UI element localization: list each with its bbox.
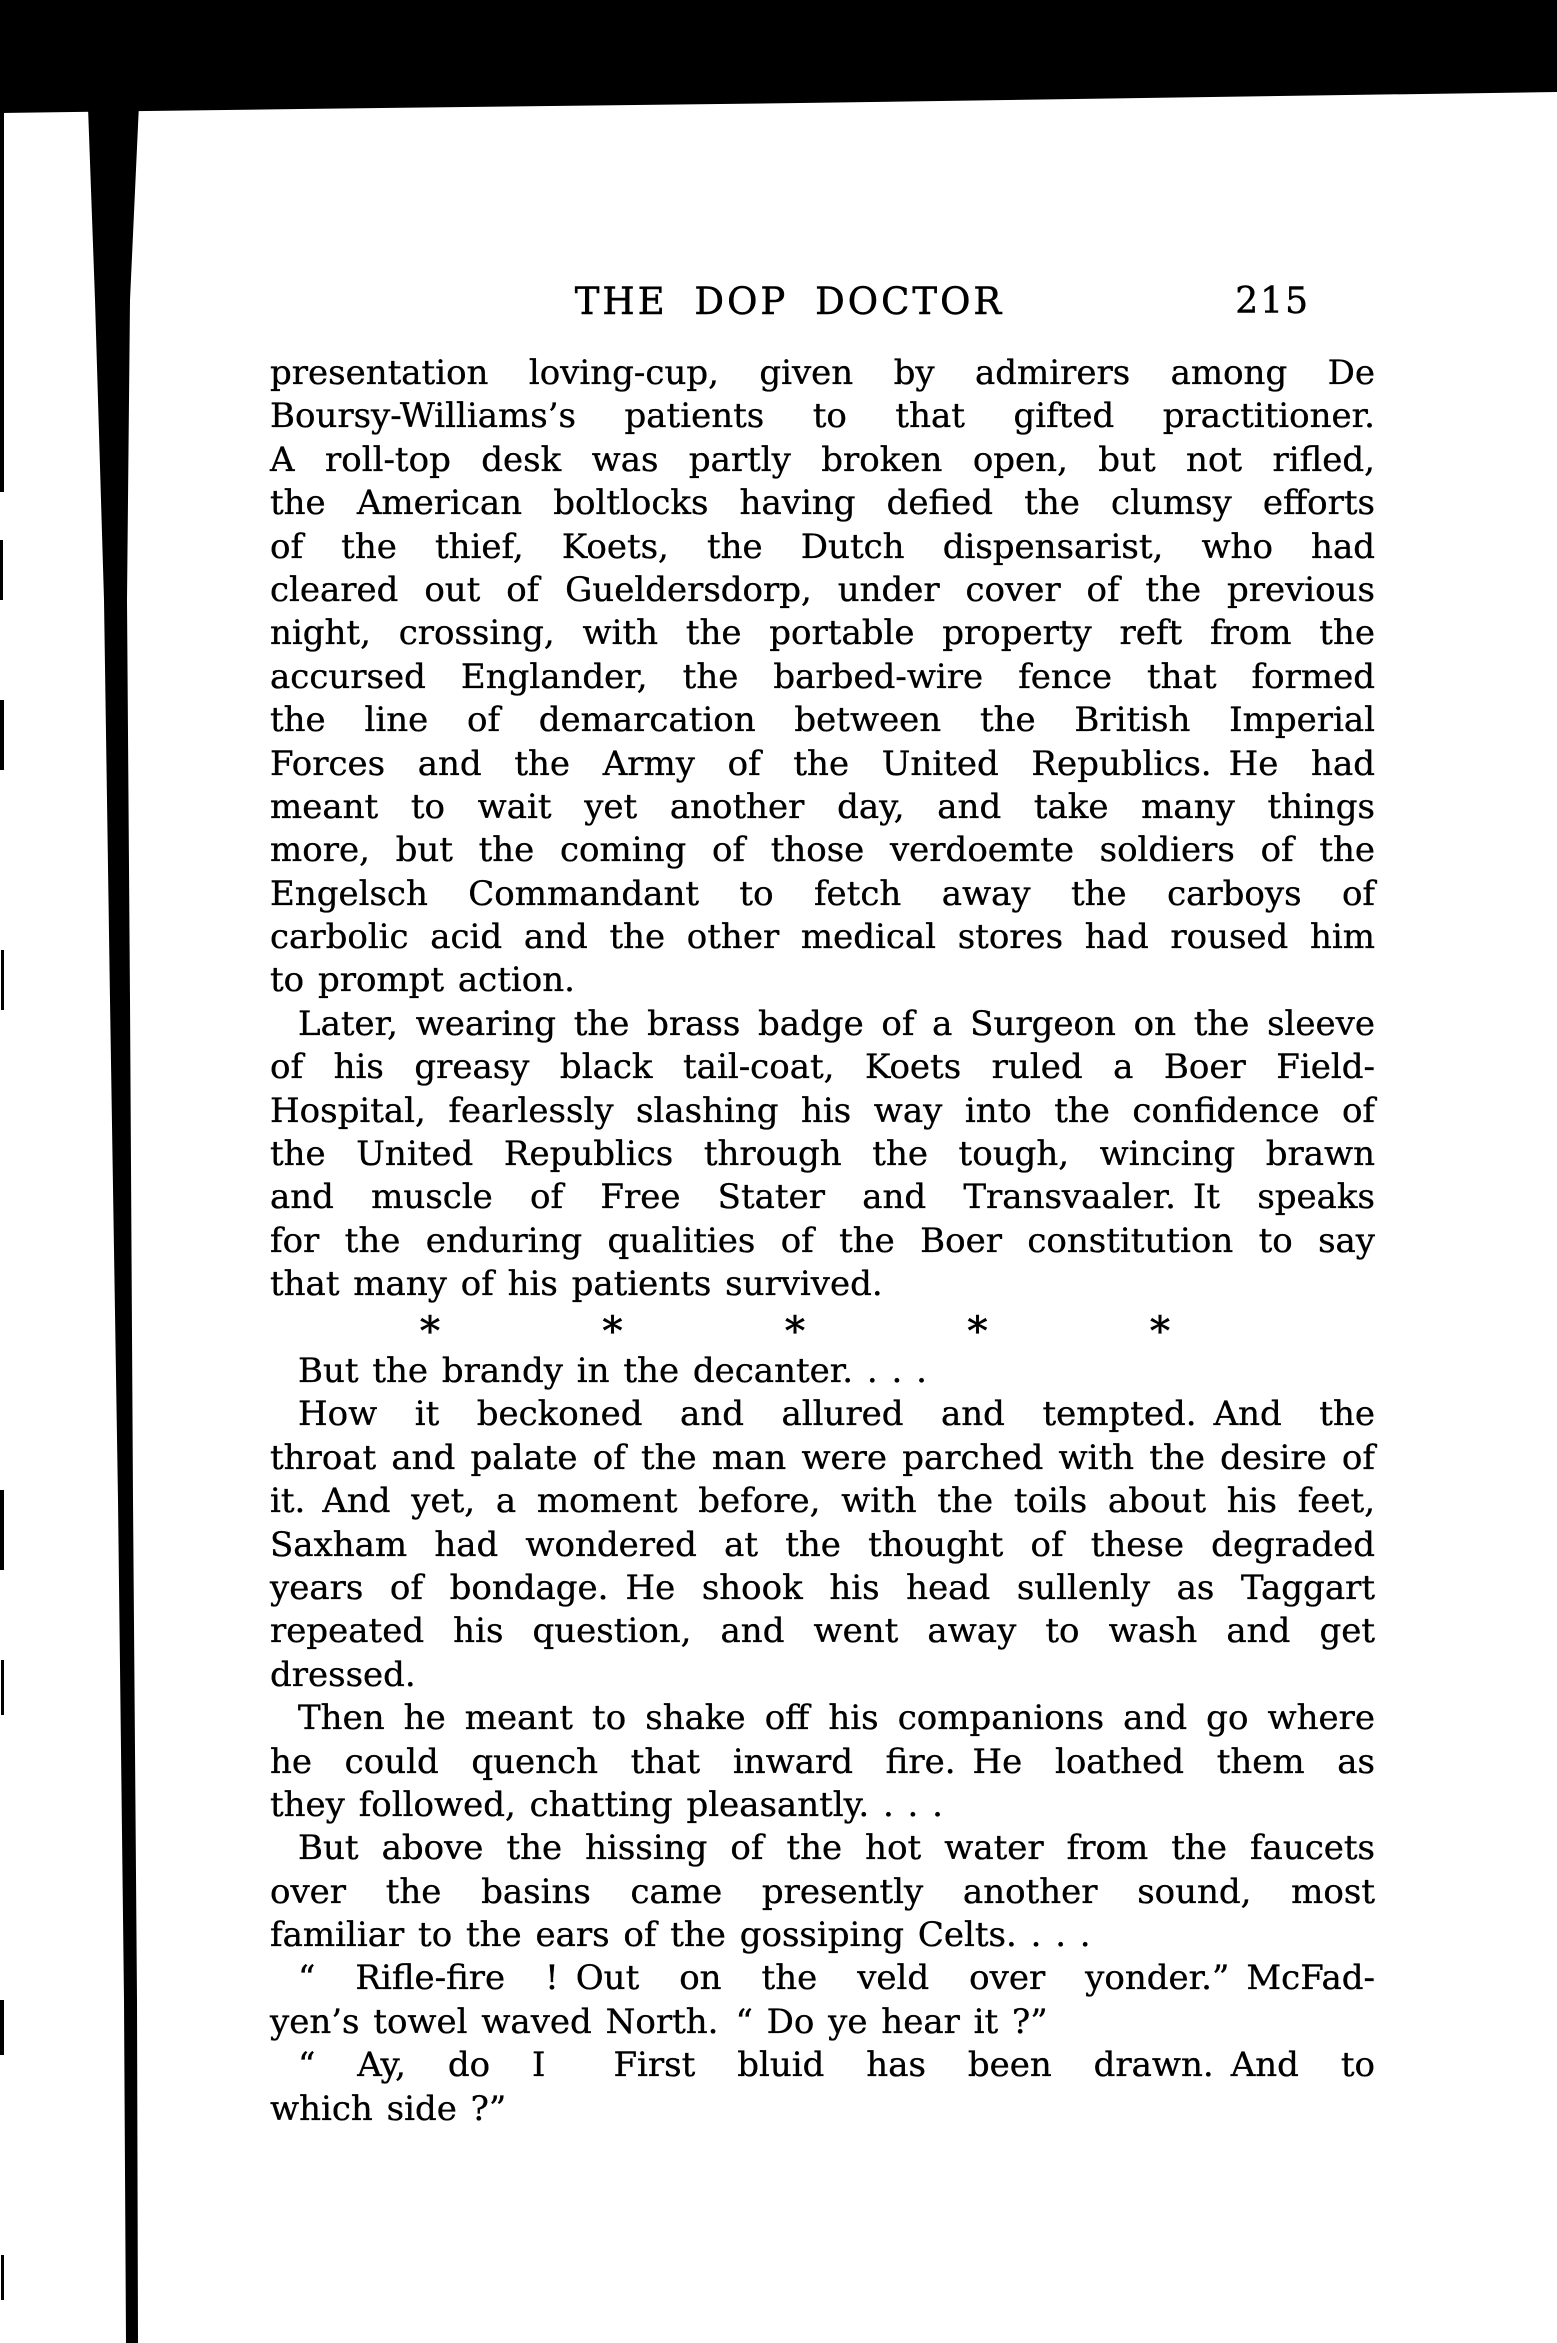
text-line: accursed Englander, the barbed-wire fence that formed xyxy=(270,656,1375,697)
asterisk: * xyxy=(785,1308,805,1355)
text-line: meant to wait yet another day, and take many things xyxy=(270,786,1375,827)
text-line: they followed, chatting pleasantly. . . . xyxy=(270,1784,943,1825)
text-line: “ Rifle-fire ! Out on the veld over yonder.” McFad- xyxy=(298,1958,1375,1999)
text-line: of the thief, Koets, the Dutch dispensarist, who had xyxy=(270,526,1375,567)
text-line: over the basins came presently another sound, most xyxy=(270,1871,1375,1912)
page-number: 215 xyxy=(1235,281,1310,322)
scan-gutter-shadow xyxy=(88,104,139,2343)
text-line: Boursy-Williams’s patients to that gifted practitioner. xyxy=(270,396,1375,437)
text-line: But above the hissing of the hot water from the faucets xyxy=(298,1828,1375,1869)
text-line: the American boltlocks having defied the clumsy efforts xyxy=(270,483,1375,524)
page-edge-marks xyxy=(0,112,4,2300)
text-line: carbolic acid and the other medical stores had roused him xyxy=(270,917,1375,958)
page-header xyxy=(270,280,1375,326)
text-line: which side ?” xyxy=(270,2088,507,2129)
text-line: the line of demarcation between the British Imperial xyxy=(270,700,1375,741)
text-line: dressed. xyxy=(270,1654,416,1695)
asterisk: * xyxy=(967,1308,988,1355)
text-line: How it beckoned and allured and tempted. And the xyxy=(298,1394,1375,1435)
text-line: But the brandy in the decanter. . . . xyxy=(298,1350,927,1391)
text-line: he could quench that inward fire. He loathed them as xyxy=(270,1741,1375,1782)
text-line: Saxham had wondered at the thought of these degraded xyxy=(270,1524,1375,1565)
text-line: presentation loving-cup, given by admirers among De xyxy=(270,353,1375,393)
text-line: Later, wearing the brass badge of a Surgeon on the sleeve xyxy=(298,1003,1375,1044)
text-line: repeated his question, and went away to wash and get xyxy=(270,1611,1375,1652)
asterisk-separator xyxy=(420,1307,1170,1355)
text-line: cleared out of Gueldersdorp, under cover of the previous xyxy=(270,569,1375,610)
text-line: Forces and the Army of the United Republics. He had xyxy=(270,743,1375,784)
text-line: “ Ay, do I First bluid has been drawn. And to xyxy=(298,2045,1375,2086)
text-body xyxy=(270,352,1375,2131)
text-line: familiar to the ears of the gossiping Celts. . . . xyxy=(270,1915,1091,1956)
text-line: throat and palate of the man were parched with the desire of xyxy=(270,1437,1375,1478)
asterisk: * xyxy=(1150,1308,1170,1355)
running-title: THE DOP DOCTOR xyxy=(574,280,1005,323)
text-line: years of bondage. He shook his head sullenly as Taggart xyxy=(270,1567,1375,1608)
text-line: yen’s towel waved North. “ Do ye hear it ?” xyxy=(270,2001,1048,2042)
asterisk: * xyxy=(602,1308,623,1355)
text-line: Engelsch Commandant to fetch away the carboys of xyxy=(270,873,1375,914)
text-line: Then he meant to shake off his companions and go where xyxy=(298,1698,1375,1739)
scan-top-edge-bar xyxy=(0,0,1557,113)
text-line: it. And yet, a moment before, with the toils about his feet, xyxy=(270,1481,1375,1522)
text-line: the United Republics through the tough, wincing brawn xyxy=(270,1134,1375,1175)
text-line: that many of his patients survived. xyxy=(270,1264,883,1305)
text-line: of his greasy black tail-coat, Koets ruled a Boer Field- xyxy=(270,1047,1375,1088)
text-line: night, crossing, with the portable property reft from the xyxy=(270,613,1375,654)
text-line: for the enduring qualities of the Boer constitution to say xyxy=(270,1220,1375,1261)
text-line: to prompt action. xyxy=(270,960,575,1001)
text-line: and muscle of Free Stater and Transvaaler. It speaks xyxy=(270,1177,1375,1218)
text-line: more, but the coming of those verdoemte soldiers of the xyxy=(270,830,1375,871)
asterisk: * xyxy=(420,1308,440,1355)
text-line: Hospital, fearlessly slashing his way into the confidence of xyxy=(270,1090,1375,1131)
text-line: A roll-top desk was partly broken open, but not rifled, xyxy=(270,439,1375,480)
